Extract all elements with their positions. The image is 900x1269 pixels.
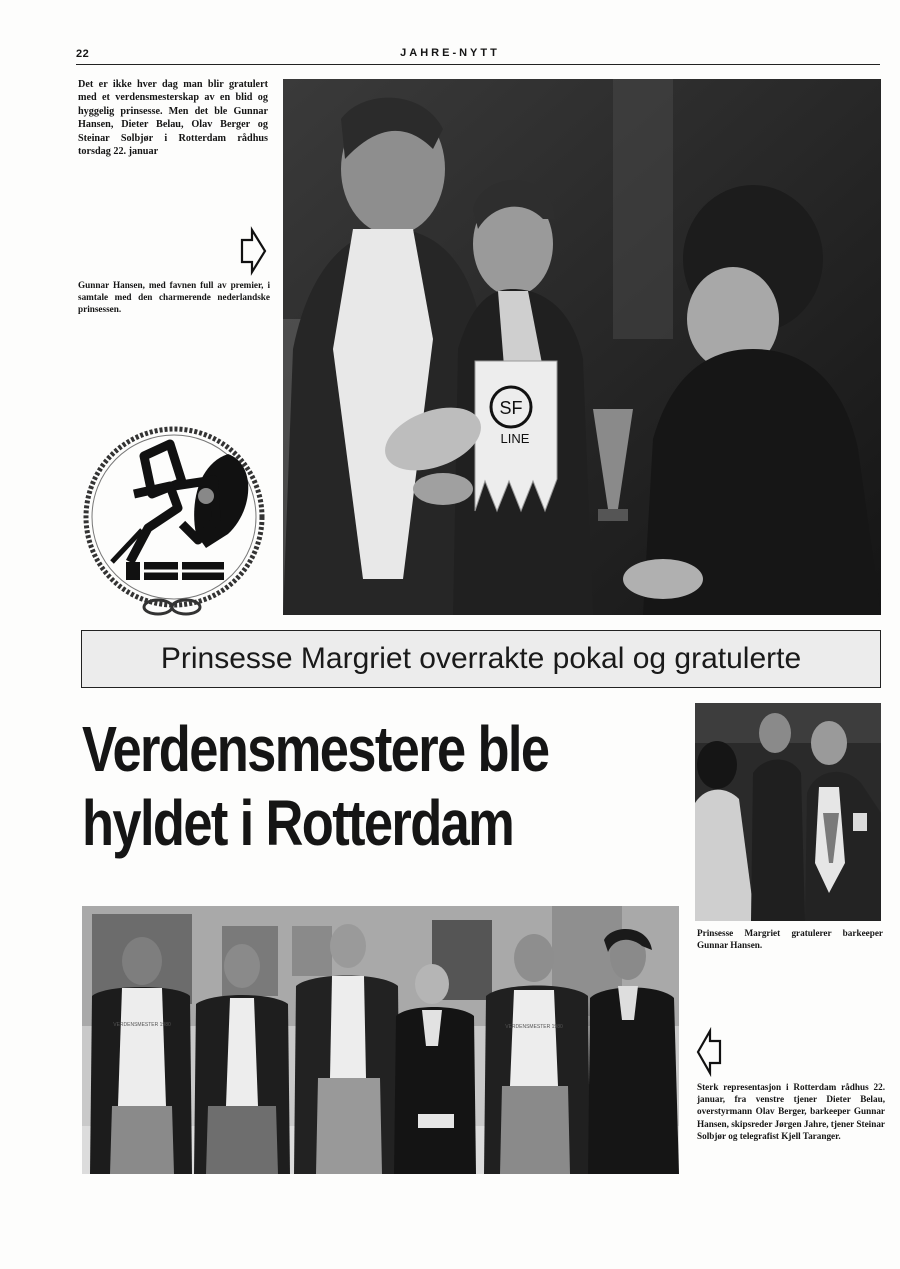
pennant-logo: SF [499,398,523,418]
banner-heading: Prinsesse Margriet overrakte pokal og gratulerte [81,630,881,688]
headline-line-2: hyldet i Rotterdam [82,787,514,859]
intro-text: Det er ikke hver dag man blir gratulert med et verdensmesterskap av en blid og hyggelig prinsesse. Men det ble Gunnar Hansen, Dieter Belau, Olav Berger og Steinar Solbjør i Rotterdam rådhus torsdag 22. januar [78,79,268,158]
headline-line-1: Verdensmestere ble [82,713,549,785]
main-photo [283,79,881,615]
header-rule [76,64,880,65]
outline-arrow-left-icon [696,1027,722,1077]
handshake-photo-caption: Prinsesse Margriet gratulerer barkeeper Gunnar Hansen. [697,928,883,951]
page-number: 22 [76,48,90,60]
group-photo [82,906,679,1174]
iss-emblem-logo [78,424,270,624]
shirt-text-2: VERDENSMESTER 1980 [505,1024,563,1030]
handshake-photo [695,703,881,921]
running-head: JAHRE-NYTT [400,47,500,59]
main-photo-caption: Gunnar Hansen, med favnen full av premier, i samtale med den charmerende nederlandske prinsessen. [78,280,270,315]
shirt-text-1: VERDENSMESTER 1980 [113,1022,171,1028]
group-photo-caption: Sterk representasjon i Rotterdam rådhus 22. januar, fra venstre tjener Dieter Belau, overstyrmann Olav Berger, barkeeper Gunnar Hansen, skipsreder Jørgen Jahre, tjener Steinar Solbjør og telegrafist Kjell Taranger. [697,1082,885,1141]
pennant-label: LINE [500,431,530,446]
headline [82,712,574,860]
outline-arrow-right-icon [238,226,268,276]
